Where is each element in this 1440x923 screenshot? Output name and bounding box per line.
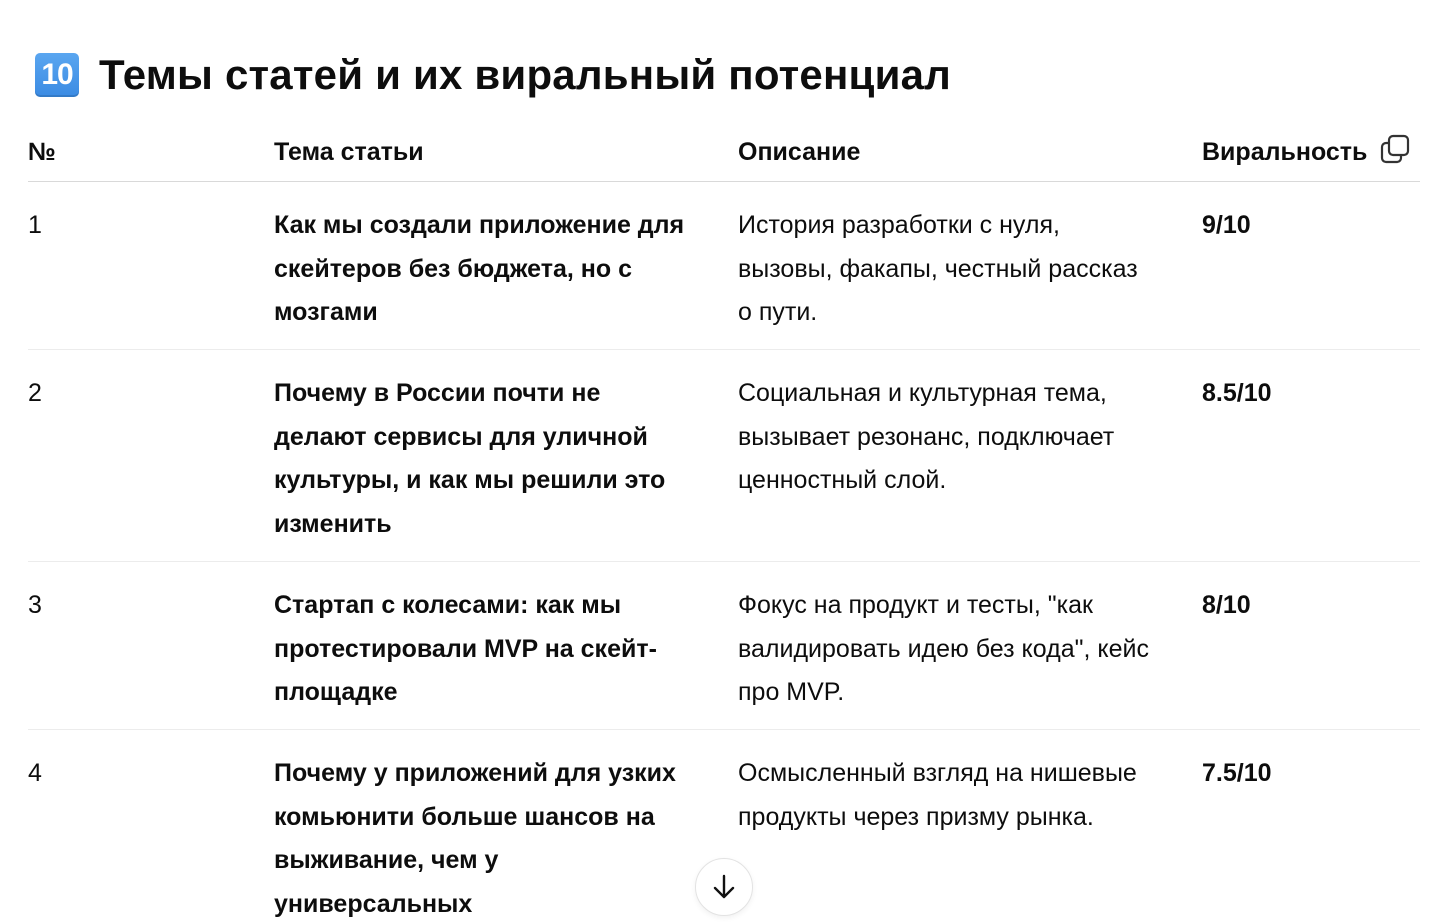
header-description: Описание <box>738 138 861 166</box>
row-virality: 8/10 <box>1202 591 1251 619</box>
copy-icon <box>1379 133 1411 165</box>
section-title: Темы статей и их виральный потенциал <box>99 51 952 98</box>
header-num: № <box>28 138 56 166</box>
table-row <box>28 182 1420 350</box>
row-topic: Почему в России почти не делают сервисы для уличной культуры, и как мы решили это изменить <box>274 379 666 538</box>
row-description: История разработки с нуля, вызовы, факапы, честный рассказ о пути. <box>738 211 1138 326</box>
topics-table <box>28 122 1420 923</box>
row-num: 4 <box>28 759 42 787</box>
row-virality: 9/10 <box>1202 211 1251 239</box>
row-topic: Стартап с колесами: как мы протестировали MVP на скейт-площадке <box>274 591 657 706</box>
row-virality: 7.5/10 <box>1202 759 1272 787</box>
header-topic: Тема статьи <box>274 138 424 166</box>
table-row <box>28 350 1420 562</box>
row-num: 2 <box>28 379 42 407</box>
header-virality: Виральность <box>1202 138 1368 166</box>
row-description: Фокус на продукт и тесты, "как валидировать идею без кода", кейс про MVP. <box>738 591 1149 706</box>
keycap-ten-emoji: 10 <box>35 53 79 97</box>
row-num: 3 <box>28 591 42 619</box>
row-topic: Как мы создали приложение для скейтеров без бюджета, но с мозгами <box>274 211 685 326</box>
row-description: Социальная и культурная тема, вызывает резонанс, подключает ценностный слой. <box>738 379 1115 494</box>
section-heading <box>35 48 951 102</box>
row-topic: Почему у приложений для узких комьюнити больше шансов на выживание, чем у универсальных <box>274 759 676 918</box>
table-header <box>28 122 1420 182</box>
table-row <box>28 562 1420 730</box>
row-num: 1 <box>28 211 42 239</box>
arrow-down-icon <box>709 872 739 902</box>
row-virality: 8.5/10 <box>1202 379 1272 407</box>
row-description: Осмысленный взгляд на нишевые продукты через призму рынка. <box>738 759 1137 831</box>
copy-table-button[interactable] <box>1378 132 1412 166</box>
scroll-to-bottom-button[interactable] <box>695 858 753 916</box>
